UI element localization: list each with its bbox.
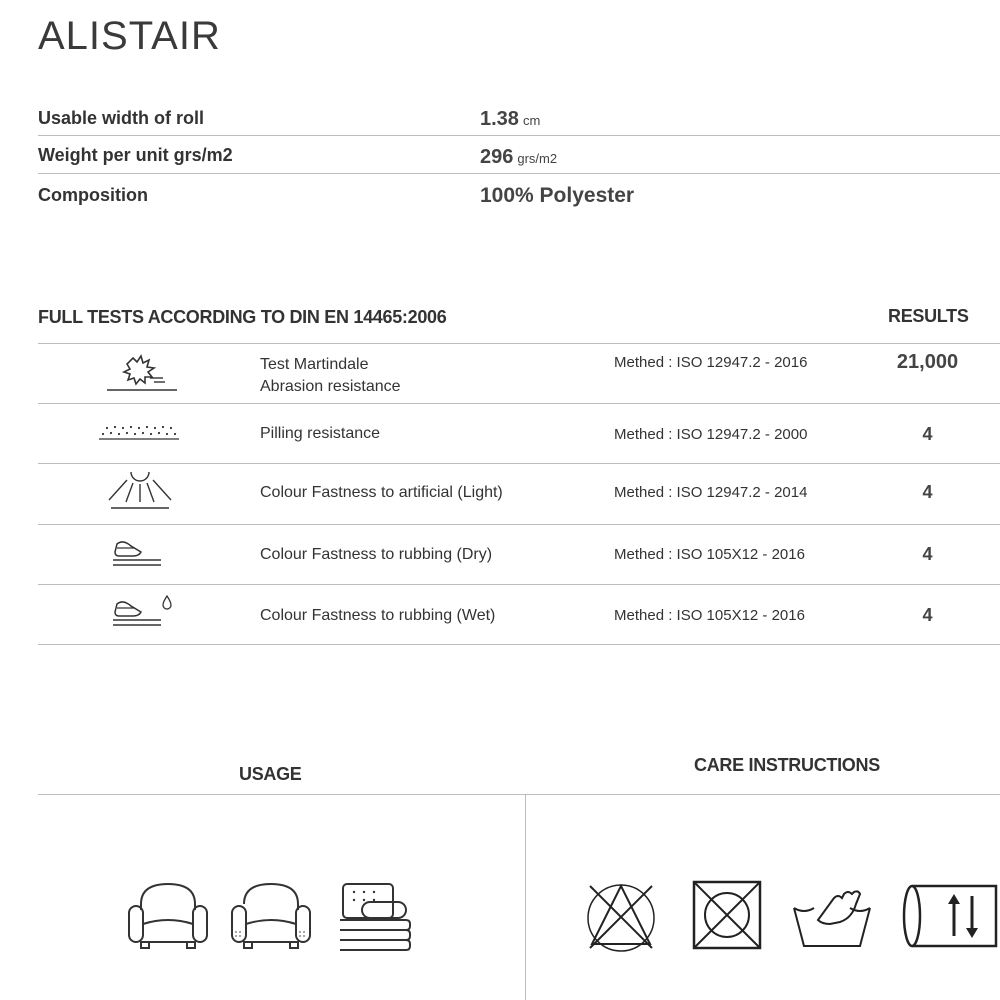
test-result-pilling: 4 — [922, 424, 933, 444]
no-tumble-dry-icon — [690, 878, 764, 952]
spec-value-width — [480, 108, 540, 131]
spec-width-number: 1.38 — [480, 108, 519, 130]
tests-divider — [38, 343, 1000, 344]
test-result-martindale: 21,000 — [896, 351, 959, 373]
care-heading: CARE INSTRUCTIONS — [694, 755, 880, 775]
tests-divider — [38, 403, 1000, 404]
tests-divider — [38, 463, 1000, 464]
test-method-light: Methed : ISO 12947.2 - 2014 — [614, 484, 808, 501]
usage-heading: USAGE — [239, 764, 302, 784]
armchair-cushion-icon — [230, 880, 312, 954]
hand-wash-icon — [790, 880, 874, 952]
spec-weight-number: 296 — [480, 146, 514, 168]
spec-weight-unit: grs/m2 — [517, 151, 558, 166]
tests-divider — [38, 644, 1000, 645]
usage-care-divider — [38, 794, 1000, 795]
spec-composition-text: 100% Polyester — [480, 184, 635, 207]
roll-direction-icon — [900, 880, 1000, 952]
spec-divider — [38, 173, 1000, 174]
tests-divider — [38, 524, 1000, 525]
test-name-pilling: Pilling resistance — [260, 425, 381, 442]
tests-divider — [38, 584, 1000, 585]
light-fastness-icon — [95, 468, 185, 516]
rubbing-dry-icon — [95, 530, 185, 578]
test-name-line2: Abrasion resistance — [260, 378, 401, 395]
pilling-icon — [95, 412, 185, 460]
usage-care-separator — [525, 795, 526, 1000]
test-method-martindale: Methed : ISO 12947.2 - 2016 — [614, 354, 808, 371]
test-method-rubbing-dry: Methed : ISO 105X12 - 2016 — [614, 546, 805, 563]
spec-label-weight: Weight per unit grs/m2 — [38, 145, 233, 165]
test-method-pilling: Methed : ISO 12947.2 - 2000 — [614, 426, 808, 443]
rubbing-wet-icon — [95, 590, 185, 638]
armchair-icon — [127, 880, 209, 954]
bedding-stack-icon — [338, 880, 412, 956]
spec-value-weight — [480, 146, 557, 169]
no-bleach-icon — [584, 880, 658, 952]
product-title: ALISTAIR — [38, 14, 221, 58]
spec-label-width: Usable width of roll — [38, 108, 205, 128]
test-result-rubbing-wet: 4 — [922, 605, 933, 625]
results-heading: RESULTS — [888, 306, 969, 326]
test-name-martindale — [260, 354, 401, 398]
spec-value-composition — [480, 184, 634, 208]
spec-label-composition: Composition — [38, 185, 148, 205]
martindale-abrasion-icon — [95, 348, 185, 396]
test-name-rubbing-dry: Colour Fastness to rubbing (Dry) — [260, 546, 493, 563]
spec-divider — [38, 135, 1000, 136]
test-name-light: Colour Fastness to artificial (Light) — [260, 484, 503, 501]
test-result-rubbing-dry: 4 — [922, 544, 933, 564]
tests-heading: FULL TESTS ACCORDING TO DIN EN 14465:2006 — [38, 307, 447, 327]
spec-width-unit: cm — [522, 113, 541, 128]
test-name-rubbing-wet: Colour Fastness to rubbing (Wet) — [260, 607, 496, 624]
test-result-light: 4 — [922, 482, 933, 502]
test-method-rubbing-wet: Methed : ISO 105X12 - 2016 — [614, 607, 805, 624]
test-name-line1: Test Martindale — [260, 356, 369, 373]
